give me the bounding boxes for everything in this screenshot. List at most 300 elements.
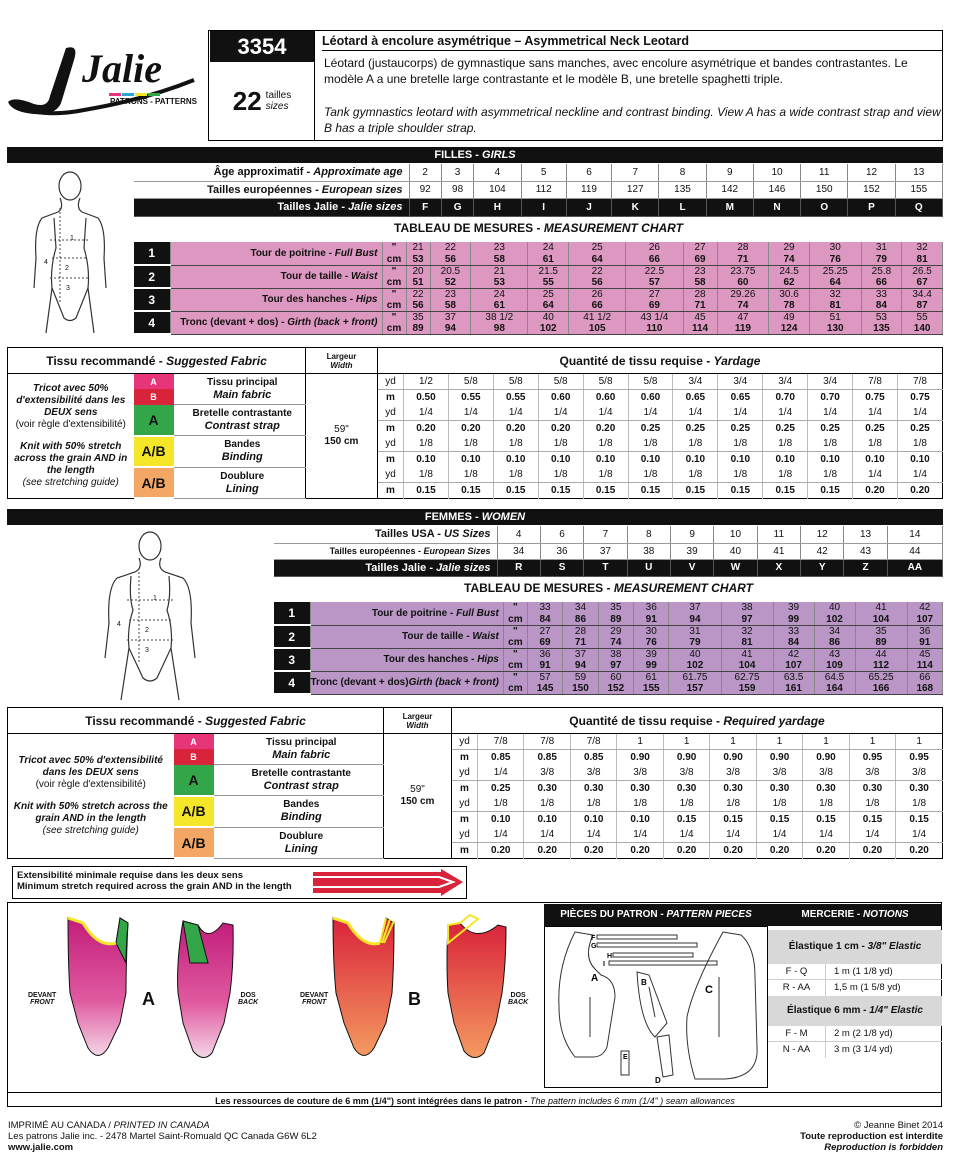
size-cell: 8 <box>659 164 706 181</box>
size-cell: 1/4 <box>493 405 538 421</box>
size-cell: 40 <box>714 543 757 559</box>
size-cell: 45 <box>683 311 717 323</box>
size-cell: 78 <box>769 300 810 312</box>
size-cell: G <box>441 198 473 216</box>
woman-figure-illustration <box>95 528 205 703</box>
size-cell: 26.5 <box>902 265 943 277</box>
size-cell: 1/8 <box>538 467 583 483</box>
notions-row: R - AA 1,5 m (1 5/8 yd) <box>768 980 942 996</box>
size-cell: 7/8 <box>570 734 616 750</box>
size-cell: M <box>706 198 753 216</box>
size-cell: 0.10 <box>853 451 898 467</box>
size-cell: 1/4 <box>570 827 616 843</box>
width-header: Largeur Width <box>384 708 452 734</box>
size-cell: 41 <box>721 648 773 660</box>
size-cell: 64 <box>569 254 626 266</box>
size-cell: 152 <box>848 181 895 198</box>
sizes-en: sizes <box>265 101 289 112</box>
size-cell: 9 <box>670 526 713 543</box>
size-cell: 0.15 <box>663 811 709 827</box>
size-cell: 65.25 <box>855 671 907 683</box>
size-cell: 7/8 <box>853 374 898 390</box>
size-cell: 34 <box>814 625 855 637</box>
pattern-pieces-area <box>544 926 768 1088</box>
size-cell: 155 <box>634 683 669 695</box>
size-cell: 40 <box>669 648 721 660</box>
size-cell: 0.15 <box>583 483 628 499</box>
size-cell: 79 <box>669 637 721 649</box>
size-cell: 27 <box>527 625 562 637</box>
size-cell: 1 <box>710 734 756 750</box>
size-cell: 61 <box>471 300 528 312</box>
size-cell: 30 <box>809 242 861 254</box>
size-cell: 0.90 <box>756 749 802 765</box>
suggested-fabric-header: Tissu recommandé - Suggested Fabric <box>8 348 306 374</box>
size-cell: 66 <box>861 277 902 289</box>
size-cell: 0.25 <box>628 420 673 436</box>
size-cell: 0.20 <box>896 843 943 859</box>
size-cell: 0.60 <box>583 389 628 405</box>
unit-m: m <box>378 451 404 467</box>
size-cell: 20.5 <box>430 265 471 277</box>
size-cell: 0.30 <box>710 780 756 796</box>
size-cell: 0.10 <box>808 451 853 467</box>
size-cell: 0.15 <box>404 483 449 499</box>
size-cell: 112 <box>521 181 566 198</box>
jalie-logo <box>4 40 204 120</box>
size-cell: 99 <box>773 614 814 626</box>
women-measurement-chart <box>274 602 943 695</box>
size-cell: 0.10 <box>538 451 583 467</box>
size-cell: 1/8 <box>718 467 763 483</box>
size-cell: 60 <box>598 671 633 683</box>
stretch-guide-box <box>12 866 467 899</box>
size-cell: 33 <box>861 288 902 300</box>
size-cell: 86 <box>563 614 598 626</box>
size-cell: 57 <box>626 277 683 289</box>
size-cell: H <box>474 198 521 216</box>
size-cell: 1/8 <box>538 436 583 452</box>
size-cell: 74 <box>769 254 810 266</box>
size-cell: 1/4 <box>617 827 663 843</box>
size-cell: 58 <box>683 277 717 289</box>
girls-chart-title: TABLEAU DE MESURES - MEASUREMENT CHART <box>394 221 683 235</box>
size-cell: 1/4 <box>896 827 943 843</box>
size-cell: 40 <box>814 602 855 614</box>
size-cell: 0.25 <box>763 420 808 436</box>
size-cell: 1/4 <box>756 827 802 843</box>
size-cell: 0.70 <box>808 389 853 405</box>
logo-text: Jalie <box>82 46 162 91</box>
size-cell: 1/8 <box>756 796 802 812</box>
size-cell: 56 <box>569 277 626 289</box>
unit-yd: yd <box>378 436 404 452</box>
size-cell: 10 <box>714 526 757 543</box>
notions-table <box>768 930 942 1058</box>
svg-text:I: I <box>603 961 605 968</box>
size-cell: 28 <box>563 625 598 637</box>
size-cell: 0.60 <box>628 389 673 405</box>
size-cell: 81 <box>809 300 861 312</box>
size-cell: 0.10 <box>404 451 449 467</box>
notions-elastic-6mm: Élastique 6 mm - 1/4" Elastic <box>768 996 942 1026</box>
size-cell: L <box>659 198 706 216</box>
size-cell: 102 <box>528 323 569 335</box>
size-cell: 0.20 <box>756 843 802 859</box>
size-cell: 1/8 <box>803 796 849 812</box>
size-cell: 97 <box>598 660 633 672</box>
unit-yd: yd <box>452 827 478 843</box>
measurement-row <box>134 288 943 300</box>
size-cell: 140 <box>902 323 943 335</box>
svg-text:3: 3 <box>145 647 149 654</box>
logo-tagline: PATRONS - PATTERNS <box>110 97 197 106</box>
size-cell: 1/8 <box>718 436 763 452</box>
size-cell: 1 <box>896 734 943 750</box>
size-cell: 23 <box>471 242 528 254</box>
size-cell: 1/4 <box>628 405 673 421</box>
size-cell: 49 <box>769 311 810 323</box>
size-cell: 1/4 <box>808 405 853 421</box>
size-cell: 3/8 <box>663 765 709 781</box>
size-cell: 102 <box>814 614 855 626</box>
svg-text:4: 4 <box>117 621 121 628</box>
size-cell: 38 1/2 <box>471 311 528 323</box>
size-cell: 0.20 <box>583 420 628 436</box>
size-cell: 1/8 <box>808 467 853 483</box>
unit-yd: yd <box>452 734 478 750</box>
size-cell: 25 <box>528 288 569 300</box>
size-cell: 34.4 <box>902 288 943 300</box>
size-cell: 24 <box>528 242 569 254</box>
view-badge: A/B <box>174 796 214 827</box>
size-cell: 1 <box>803 734 849 750</box>
description-en: Tank gymnastics leotard with asymmetrical neckline and contrast binding. View A has a wide contrast strap and view B has a triple shoulder strap. <box>324 105 941 135</box>
size-cell: 0.10 <box>583 451 628 467</box>
size-cell: 71 <box>717 254 769 266</box>
unit-inch: " <box>503 671 527 683</box>
size-cell: 0.20 <box>849 843 895 859</box>
fabric-name: Doublure Lining <box>214 827 384 858</box>
measurement-row <box>274 602 943 614</box>
size-cell: 21.5 <box>528 265 569 277</box>
size-cell: 3/8 <box>849 765 895 781</box>
svg-text:D: D <box>655 1076 661 1085</box>
size-cell: J <box>566 198 611 216</box>
website-link[interactable]: www.jalie.com <box>8 1142 74 1153</box>
size-cell: 3 <box>441 164 473 181</box>
size-cell: 1/8 <box>617 796 663 812</box>
size-cell: 31 <box>669 625 721 637</box>
size-cell: 0.30 <box>617 780 663 796</box>
size-cell: T <box>584 559 627 576</box>
stretch-requirement-note: Tricot avec 50% d'extensibilité dans les DEUX sens (voir règle d'extensibilité) Knit with 50% stretch across the grain AND in the length (see stretching guide) <box>13 754 168 836</box>
stretch-note-en: Minimum stretch required across the grain AND in the length <box>17 881 292 892</box>
measurement-number: 1 <box>134 242 170 265</box>
size-cell: 27 <box>683 242 717 254</box>
size-cell: 150 <box>563 683 598 695</box>
size-cell: 142 <box>706 181 753 198</box>
size-cell: 61.75 <box>669 671 721 683</box>
size-cell: 1/8 <box>478 796 524 812</box>
size-cell: 0.10 <box>897 451 942 467</box>
size-cell: 1/8 <box>448 436 493 452</box>
size-cell: 1/4 <box>538 405 583 421</box>
size-cell: 38 <box>627 543 670 559</box>
size-cell: 1/8 <box>763 436 808 452</box>
size-cell: 7/8 <box>524 734 570 750</box>
size-cell: 33 <box>773 625 814 637</box>
fabric-name: Doublure Lining <box>174 467 306 498</box>
size-cell: 32 <box>721 625 773 637</box>
size-cell: 22 <box>430 242 471 254</box>
size-cell: 0.60 <box>538 389 583 405</box>
size-cell: 3/8 <box>617 765 663 781</box>
size-cell: 8 <box>627 526 670 543</box>
size-cell: 38 <box>598 648 633 660</box>
size-cell: 59 <box>563 671 598 683</box>
size-cell: 0.10 <box>673 451 718 467</box>
size-cell: 60 <box>717 277 769 289</box>
size-cell: 1/8 <box>763 467 808 483</box>
size-cell: 66 <box>626 254 683 266</box>
size-cell: 0.30 <box>756 780 802 796</box>
size-cell: 6 <box>566 164 611 181</box>
size-cell: 31 <box>861 242 902 254</box>
measurement-number: 2 <box>134 265 170 288</box>
size-cell: 0.25 <box>673 420 718 436</box>
size-cell: 1/4 <box>853 467 898 483</box>
size-cell: 27 <box>626 288 683 300</box>
size-cell: 6 <box>540 526 583 543</box>
size-cell: 1/4 <box>583 405 628 421</box>
size-cell: 0.20 <box>538 420 583 436</box>
fabric-name: Tissu principal Main fabric <box>174 374 306 405</box>
size-cell: K <box>612 198 659 216</box>
size-cell: 39 <box>670 543 713 559</box>
size-cell: 0.25 <box>808 420 853 436</box>
notions-bar: MERCERIE - NOTIONS <box>768 904 942 926</box>
size-cell: 84 <box>527 614 562 626</box>
size-cell: 0.65 <box>718 389 763 405</box>
size-cell: 1/4 <box>718 405 763 421</box>
size-cell: 1/2 <box>404 374 449 390</box>
size-cell: 104 <box>855 614 907 626</box>
size-cell: 44 <box>887 543 942 559</box>
unit-inch: " <box>382 288 406 300</box>
size-cell: 9 <box>706 164 753 181</box>
size-cell: 1/8 <box>710 796 756 812</box>
unit-m: m <box>378 389 404 405</box>
yardage-header: Quantité de tissu requise - Required yardage <box>452 708 943 734</box>
measurement-number: 3 <box>274 648 310 671</box>
girls-measurement-chart <box>134 242 943 335</box>
fabric-width: 59" 150 cm <box>384 734 452 859</box>
size-cell: 104 <box>474 181 521 198</box>
size-cell: 43 1/4 <box>626 311 683 323</box>
size-cell: 0.90 <box>617 749 663 765</box>
size-cell: I <box>521 198 566 216</box>
size-cell: 84 <box>861 300 902 312</box>
size-cell: 76 <box>809 254 861 266</box>
size-cell: 0.10 <box>493 451 538 467</box>
unit-m: m <box>452 749 478 765</box>
view-badge: A <box>134 405 174 436</box>
size-cell: 5/8 <box>448 374 493 390</box>
size-cell: 28 <box>717 242 769 254</box>
size-cell: 0.20 <box>897 483 942 499</box>
size-cell: 79 <box>861 254 902 266</box>
size-cell: 127 <box>612 181 659 198</box>
size-cell: 1/8 <box>628 436 673 452</box>
size-cell: 3/4 <box>763 374 808 390</box>
size-cell: 1/4 <box>478 765 524 781</box>
size-cell: 37 <box>584 543 627 559</box>
size-cell: 1/4 <box>673 405 718 421</box>
size-cell: 52 <box>430 277 471 289</box>
size-cell: 161 <box>773 683 814 695</box>
size-cell: 7 <box>612 164 659 181</box>
size-cell: 36 <box>540 543 583 559</box>
size-cell: 4 <box>497 526 540 543</box>
size-cell: 168 <box>907 683 942 695</box>
size-cell: 0.10 <box>524 811 570 827</box>
size-cell: 0.95 <box>896 749 943 765</box>
view-badge: A <box>174 734 214 750</box>
size-cell: 3/8 <box>756 765 802 781</box>
size-cell: 21 <box>471 265 528 277</box>
notions-row: F - M 2 m (2 1/8 yd) <box>768 1026 942 1042</box>
size-cell: 23 <box>430 288 471 300</box>
measurement-label: Tour de taille - Waist <box>310 625 503 648</box>
svg-text:F: F <box>591 935 596 942</box>
unit-m: m <box>378 483 404 499</box>
size-cell: 0.20 <box>617 843 663 859</box>
size-cell: 11 <box>801 164 848 181</box>
size-cell: Y <box>801 559 844 576</box>
size-cell: 71 <box>563 637 598 649</box>
size-cell: 81 <box>721 637 773 649</box>
size-cell: 1/8 <box>853 436 898 452</box>
measurement-label: Tour de poitrine - Full Bust <box>170 242 382 265</box>
size-cell: 44 <box>855 648 907 660</box>
size-cell: 0.20 <box>404 420 449 436</box>
svg-text:H: H <box>607 953 613 960</box>
size-cell: 74 <box>598 637 633 649</box>
size-cell: 1 <box>617 734 663 750</box>
size-cell: 107 <box>773 660 814 672</box>
unit-cm: cm <box>503 614 527 626</box>
size-cell: 110 <box>626 323 683 335</box>
size-cell: 91 <box>907 637 942 649</box>
measurement-row <box>134 265 943 277</box>
view-badge: A/B <box>134 436 174 467</box>
fabric-name: Bandes Binding <box>214 796 384 827</box>
footer-left: IMPRIMÉ AU CANADA / PRINTED IN CANADA Les patrons Jalie inc. - 2478 Martel Saint-Romuald QC Canada G6W 6L2 www.jalie.com <box>8 1120 317 1153</box>
size-cell: 0.20 <box>853 483 898 499</box>
size-cell: 1/8 <box>448 467 493 483</box>
size-cell: 0.15 <box>803 811 849 827</box>
fabric-name: Bandes Binding <box>174 436 306 467</box>
size-cell: X <box>757 559 800 576</box>
size-cell: 124 <box>769 323 810 335</box>
size-cell: 1 <box>756 734 802 750</box>
size-cell: 0.25 <box>478 780 524 796</box>
size-cell: 91 <box>527 660 562 672</box>
size-cell: Q <box>895 198 942 216</box>
size-cell: 76 <box>634 637 669 649</box>
front-label-a: DEVANT FRONT <box>28 992 57 1006</box>
size-cell: 146 <box>753 181 800 198</box>
size-cell: 36 <box>527 648 562 660</box>
size-cell: 109 <box>814 660 855 672</box>
size-cell: 155 <box>895 181 942 198</box>
svg-text:G: G <box>591 943 597 950</box>
women-chart-title: TABLEAU DE MESURES - MEASUREMENT CHART <box>464 581 753 595</box>
size-cell: 92 <box>409 181 441 198</box>
size-cell: 25.25 <box>809 265 861 277</box>
size-cell: 114 <box>907 660 942 672</box>
size-cell: 23.75 <box>717 265 769 277</box>
size-cell: 0.30 <box>896 780 943 796</box>
unit-yd: yd <box>378 467 404 483</box>
svg-text:E: E <box>623 1054 628 1061</box>
size-cell: 94 <box>669 614 721 626</box>
footer-right: © Jeanne Binet 2014 Toute reproduction est interdite Reproduction is forbidden <box>800 1120 943 1153</box>
size-cell: 30.6 <box>769 288 810 300</box>
size-cell: 1/8 <box>570 796 616 812</box>
size-cell: 56 <box>430 254 471 266</box>
size-cell: 67 <box>902 277 943 289</box>
size-cell: P <box>848 198 895 216</box>
size-cell: 119 <box>717 323 769 335</box>
size-cell: 0.20 <box>663 843 709 859</box>
size-cell: 157 <box>669 683 721 695</box>
view-a-label: A <box>142 989 155 1009</box>
size-cell: 1/4 <box>478 827 524 843</box>
size-cell: 1/8 <box>583 467 628 483</box>
size-cell: 21 <box>406 242 430 254</box>
size-cell: 1/8 <box>404 436 449 452</box>
view-b-label: B <box>408 989 421 1009</box>
suggested-fabric-header: Tissu recommandé - Suggested Fabric <box>8 708 384 734</box>
size-cell: 56 <box>406 300 430 312</box>
girls-age-row: Âge approximatif - Approximate age 2 3 4 5 6 7 8 9 10 11 12 13 <box>134 164 943 181</box>
size-cell: 1/4 <box>803 827 849 843</box>
size-cell: 0.30 <box>524 780 570 796</box>
girls-fabric-table <box>7 347 943 499</box>
size-cell: 13 <box>895 164 942 181</box>
size-cell: 10 <box>753 164 800 181</box>
svg-text:C: C <box>705 984 713 996</box>
unit-cm: cm <box>503 683 527 695</box>
unit-m: m <box>378 420 404 436</box>
notions-row: F - Q 1 m (1 1/8 yd) <box>768 964 942 980</box>
view-badge: B <box>134 389 174 405</box>
women-size-table <box>274 526 943 577</box>
measurement-number: 2 <box>274 625 310 648</box>
size-cell: 0.10 <box>570 811 616 827</box>
size-cell: 0.15 <box>493 483 538 499</box>
size-cell: S <box>540 559 583 576</box>
size-cell: 53 <box>861 311 902 323</box>
size-cell: 4 <box>474 164 521 181</box>
size-cell: 55 <box>902 311 943 323</box>
size-cell: 0.15 <box>896 811 943 827</box>
size-cell: 43 <box>844 543 887 559</box>
size-cell: 66 <box>907 671 942 683</box>
size-cell: 43 <box>814 648 855 660</box>
